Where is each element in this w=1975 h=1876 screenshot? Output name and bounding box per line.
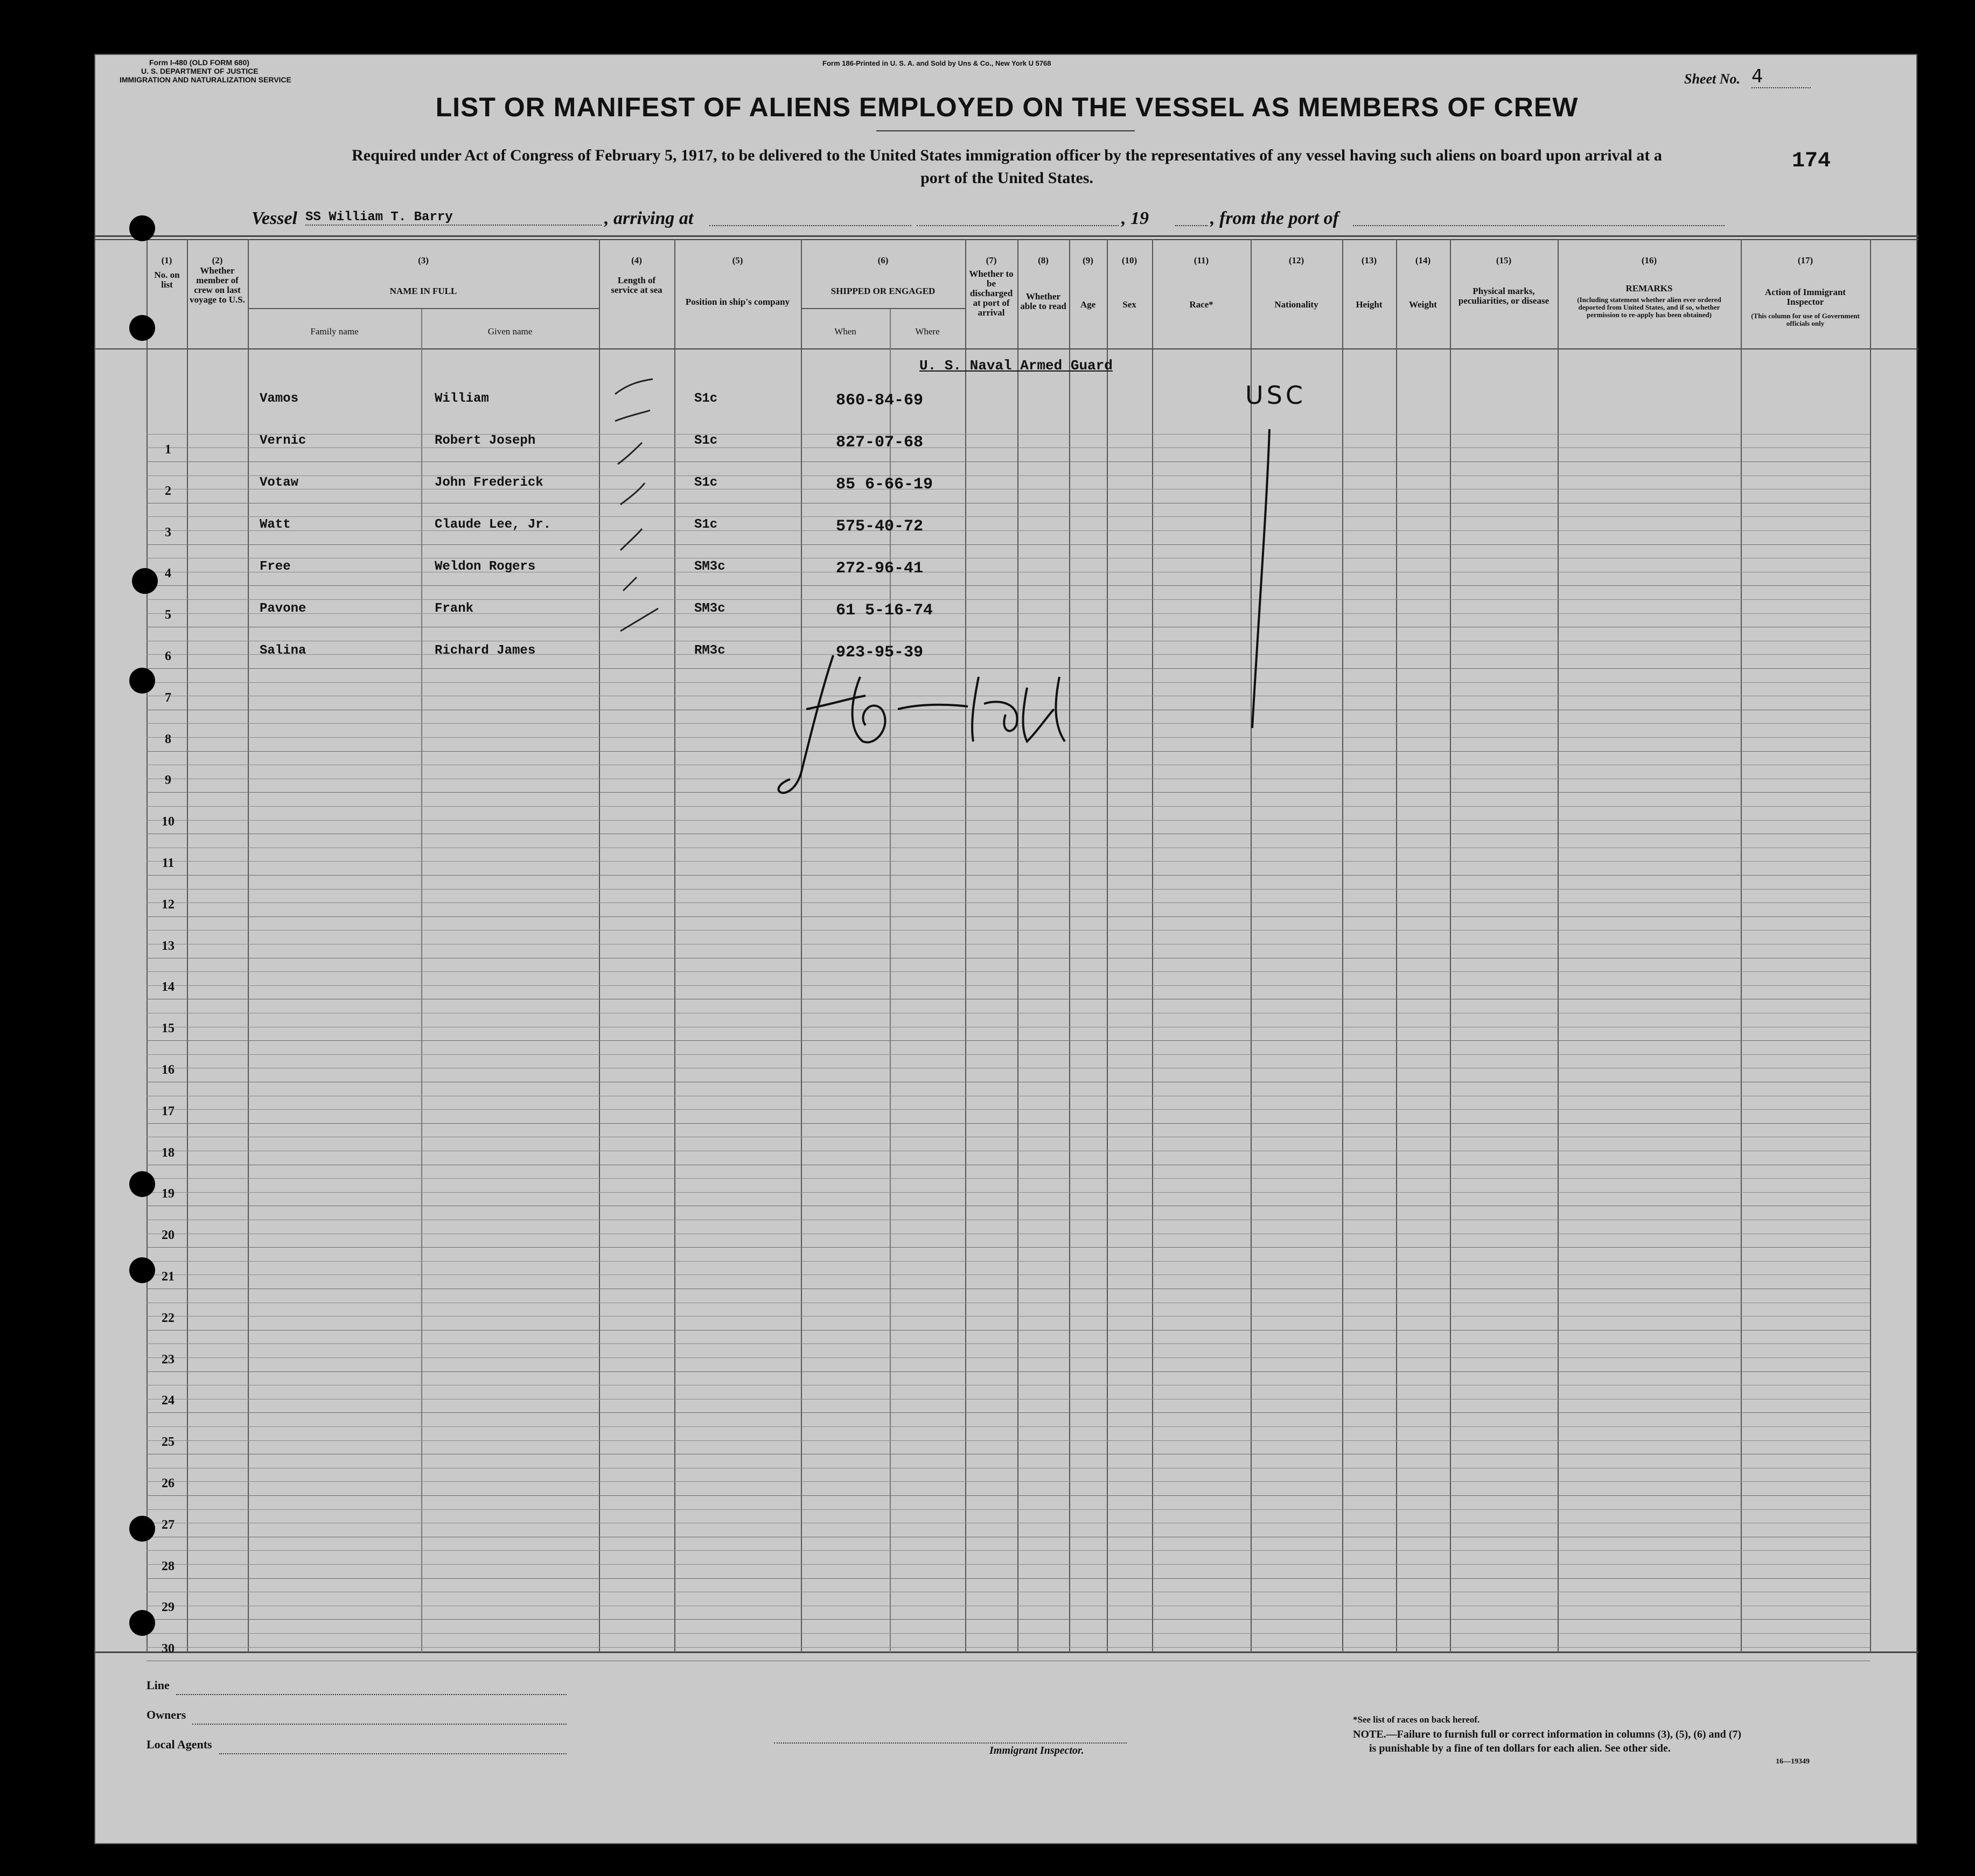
- ruled-line: [146, 1509, 1870, 1510]
- col14-number: (14): [1415, 255, 1431, 265]
- from-port-field: [1353, 216, 1725, 226]
- form-id: Form I-480 (OLD FORM 680): [149, 58, 249, 67]
- row-number: 18: [162, 1145, 175, 1160]
- subtitle-line-1: Required under Act of Congress of February 5, 1917, to be delivered to the United States immigration officer by the representatives of any vessel having such aliens on board upon arrival at a: [352, 146, 1662, 164]
- col8-number: (8): [1038, 255, 1049, 265]
- service-number: 827-07-68: [836, 433, 924, 452]
- row-number: 2: [165, 484, 171, 498]
- printer-line: Form 186-Printed in U. S. A. and Sold by Uns & Co., New York U 5768: [822, 59, 1051, 67]
- ruled-line: [146, 1440, 1870, 1441]
- ruled-line: [146, 1619, 1870, 1620]
- group-header: U. S. Naval Armed Guard: [919, 358, 1113, 374]
- ruled-line: [146, 599, 1870, 600]
- ruled-line: [146, 1633, 1870, 1634]
- row-number: 11: [162, 856, 175, 870]
- ruled-line: [146, 971, 1870, 972]
- ruled-line: [146, 1316, 1870, 1317]
- family-name: Vamos: [260, 391, 299, 406]
- ruled-line: [146, 916, 1870, 917]
- position: S1c: [694, 475, 718, 490]
- ruled-line: [146, 861, 1870, 862]
- service-number: 575-40-72: [836, 517, 924, 536]
- row-number: 21: [162, 1270, 175, 1284]
- ruled-line: [146, 530, 1870, 531]
- col5-number: (5): [732, 255, 743, 265]
- family-name: Vernic: [260, 433, 306, 448]
- signature: [769, 645, 1102, 806]
- year-field: [1175, 216, 1208, 226]
- row-number: 7: [165, 690, 171, 705]
- punch-hole: [132, 568, 158, 594]
- ruled-line: [146, 1550, 1870, 1551]
- row-number: 17: [162, 1104, 175, 1118]
- family-name: Salina: [260, 643, 306, 658]
- ruled-line: [146, 585, 1870, 586]
- punch-hole: [129, 1610, 155, 1636]
- family-name-header: Family name: [310, 326, 359, 337]
- col2-number: (2): [212, 255, 223, 265]
- col-line-3b: [421, 308, 422, 1653]
- service-number: 85 6-66-19: [836, 475, 933, 494]
- row-number: 27: [162, 1517, 175, 1532]
- row-number: 15: [162, 1021, 175, 1036]
- shipped-subheader-line: [801, 308, 965, 309]
- table-top-border-2: [95, 239, 1918, 240]
- vessel-label: Vessel: [252, 208, 297, 228]
- row-number: 28: [162, 1559, 175, 1573]
- row-number: 12: [162, 897, 175, 912]
- race-note: *See list of races on back hereof.: [1353, 1714, 1480, 1725]
- col10-number: (10): [1121, 255, 1137, 265]
- service-tick-marks: [599, 362, 674, 663]
- given-name: William: [435, 391, 489, 406]
- row-number: 20: [162, 1228, 175, 1243]
- punch-hole: [129, 1257, 155, 1283]
- position: S1c: [694, 391, 718, 406]
- page-number: 174: [1792, 149, 1831, 173]
- col7-header: Whether to be discharged at port of arrival: [969, 269, 1014, 318]
- ruled-line: [146, 1040, 1870, 1041]
- col4-header: Length of service at sea: [611, 275, 662, 295]
- col7-number: (7): [986, 255, 997, 265]
- ruled-line: [146, 1647, 1870, 1648]
- position: S1c: [694, 433, 718, 448]
- ruled-line: [146, 475, 1870, 476]
- ruled-line: [146, 1178, 1870, 1179]
- row-number: 30: [162, 1642, 175, 1656]
- row-number: 26: [162, 1476, 175, 1490]
- where-header: Where: [915, 326, 940, 337]
- date-field: [917, 216, 1119, 226]
- row-number: 8: [165, 732, 171, 746]
- col17-subheader: (This column for use of Government officials only: [1751, 312, 1860, 327]
- local-agents-label: Local Agents: [146, 1738, 212, 1751]
- position: RM3c: [694, 643, 725, 658]
- col5-header: Position in ship's company: [685, 297, 790, 307]
- ruled-line: [146, 461, 1870, 462]
- ruled-line: [146, 434, 1870, 435]
- col15-number: (15): [1496, 255, 1512, 265]
- col16-header: REMARKS: [1625, 283, 1673, 293]
- penalty-note-2: is punishable by a fine of ten dollars for each alien. See other side.: [1369, 1742, 1671, 1754]
- row-number: 9: [165, 773, 171, 788]
- sheet-label: Sheet No.: [1684, 71, 1740, 87]
- col15-header: Physical marks, peculiarities, or disease: [1458, 286, 1550, 306]
- col17-header: Action of Immigrant Inspector: [1764, 287, 1846, 307]
- row-number: 22: [162, 1311, 175, 1325]
- service-number: 923-95-39: [836, 643, 924, 662]
- ruled-line: [146, 1261, 1870, 1262]
- given-name: Richard James: [435, 643, 536, 658]
- ruled-line: [146, 1578, 1870, 1579]
- punch-hole: [129, 668, 155, 694]
- given-name: Robert Joseph: [435, 433, 536, 448]
- col13-header: Height: [1356, 299, 1383, 310]
- col-line-18: [1870, 239, 1871, 1653]
- punch-hole: [129, 1516, 155, 1542]
- ruled-line: [146, 447, 1870, 448]
- owners-label: Owners: [146, 1708, 186, 1721]
- col11-header: Race*: [1189, 299, 1213, 310]
- col-line-6b: [890, 308, 891, 1653]
- ruled-line: [146, 1357, 1870, 1358]
- ruled-line: [146, 1123, 1870, 1124]
- name-subheader-line: [248, 308, 599, 309]
- row-number: 19: [162, 1187, 175, 1201]
- row-number: 1: [165, 443, 171, 457]
- col17-number: (17): [1797, 255, 1813, 265]
- arriving-label: , arriving at: [604, 208, 694, 228]
- service-number: 272-96-41: [836, 559, 924, 578]
- inspector-signature-field: [774, 1735, 1127, 1744]
- ruled-line: [146, 1343, 1870, 1344]
- ruled-line: [146, 613, 1870, 614]
- col9-header: Age: [1080, 299, 1096, 310]
- family-name: Votaw: [260, 475, 299, 490]
- ruled-line: [146, 516, 1870, 517]
- punch-hole: [129, 315, 155, 341]
- line-field: [176, 1686, 567, 1695]
- penalty-note: NOTE.—Failure to furnish full or correct information in columns (3), (5), (6) and (7): [1353, 1728, 1742, 1740]
- col3-header: NAME IN FULL: [389, 286, 457, 296]
- given-name: Weldon Rogers: [435, 559, 536, 574]
- service-number: 61 5-16-74: [836, 601, 933, 620]
- row-number: 14: [162, 980, 175, 995]
- row-number: 5: [165, 608, 171, 622]
- vessel-name: SS William T. Barry: [305, 210, 602, 226]
- col8-header: Whether able to read: [1020, 291, 1066, 311]
- col12-header: Nationality: [1274, 299, 1318, 310]
- col6-header: SHIPPED OR ENGAGED: [831, 286, 936, 296]
- from-port-label: , from the port of: [1210, 208, 1339, 228]
- col16-subheader: (Including statement whether alien ever ordered deported from United States, and if so, whether permission to re-apply has been obtained): [1577, 296, 1721, 319]
- family-name: Pavone: [260, 601, 306, 616]
- punch-hole: [129, 1171, 155, 1197]
- nationality-note: USC: [1245, 381, 1306, 410]
- punch-hole: [129, 215, 155, 241]
- col16-number: (16): [1641, 255, 1657, 265]
- position: S1c: [694, 517, 718, 532]
- ruled-line: [146, 875, 1870, 876]
- year-label: , 19: [1121, 208, 1149, 228]
- ditto-stroke: [1248, 426, 1275, 733]
- ruled-line: [146, 889, 1870, 890]
- col4-number: (4): [631, 255, 642, 265]
- family-name: Watt: [260, 517, 291, 532]
- ruled-line: [146, 985, 1870, 986]
- position: SM3c: [694, 559, 725, 574]
- row-number: 13: [162, 939, 175, 953]
- row-number: 4: [165, 566, 171, 581]
- row-number: 3: [165, 525, 171, 540]
- ruled-line: [146, 902, 1870, 903]
- col2-header: Whether member of crew on last voyage to U.S.: [190, 265, 245, 305]
- arriving-field: [709, 216, 911, 226]
- row-number: 23: [162, 1352, 175, 1367]
- row-number: 16: [162, 1063, 175, 1077]
- col11-number: (11): [1194, 255, 1209, 265]
- col1-number: (1): [161, 255, 172, 265]
- form-title: LIST OR MANIFEST OF ALIENS EMPLOYED ON THE VESSEL AS MEMBERS OF CREW: [435, 92, 1579, 122]
- family-name: Free: [260, 559, 291, 574]
- given-name-header: Given name: [487, 326, 533, 337]
- col12-number: (12): [1288, 255, 1304, 265]
- col13-number: (13): [1361, 255, 1377, 265]
- owners-field: [192, 1716, 567, 1725]
- ruled-line: [146, 1495, 1870, 1496]
- given-name: Frank: [435, 601, 474, 616]
- service: IMMIGRATION AND NATURALIZATION SERVICE: [120, 75, 291, 84]
- inspector-label: Immigrant Inspector.: [989, 1745, 1084, 1756]
- ruled-line: [146, 1412, 1870, 1413]
- col3-number: (3): [418, 255, 429, 265]
- table-bottom-border: [95, 1651, 1918, 1653]
- col6-number: (6): [877, 255, 889, 265]
- ruled-line: [146, 1054, 1870, 1055]
- ruled-line: [146, 1426, 1870, 1427]
- ruled-line: [146, 1481, 1870, 1482]
- ruled-line: [146, 1564, 1870, 1565]
- sheet-number: 4: [1751, 66, 1811, 88]
- ruled-line: [146, 806, 1870, 807]
- col9-number: (9): [1083, 255, 1093, 265]
- given-name: John Frederick: [435, 475, 543, 490]
- row-number: 29: [162, 1600, 175, 1615]
- when-header: When: [834, 326, 856, 337]
- manifest-sheet: [94, 54, 1917, 1844]
- row-number: 24: [162, 1394, 175, 1408]
- form-code: 16—19349: [1776, 1758, 1810, 1766]
- row-number: 25: [162, 1435, 175, 1450]
- department: U. S. DEPARTMENT OF JUSTICE: [141, 67, 259, 75]
- ruled-line: [146, 1247, 1870, 1248]
- ruled-line: [146, 1330, 1870, 1331]
- row-number: 6: [165, 649, 171, 663]
- ruled-line: [146, 820, 1870, 821]
- col10-header: Sex: [1122, 299, 1136, 310]
- ruled-line: [146, 1192, 1870, 1193]
- position: SM3c: [694, 601, 725, 616]
- row-number: 10: [162, 815, 175, 829]
- line-label: Line: [146, 1678, 170, 1692]
- ruled-line: [146, 544, 1870, 545]
- ruled-line: [146, 1109, 1870, 1110]
- ruled-line: [146, 1371, 1870, 1372]
- col14-header: Weight: [1409, 299, 1437, 310]
- given-name: Claude Lee, Jr.: [435, 517, 552, 532]
- service-number: 860-84-69: [836, 391, 924, 410]
- header-bottom-border: [95, 348, 1918, 349]
- local-agents-field: [219, 1746, 567, 1754]
- title-underline: [876, 130, 1135, 131]
- subtitle-line-2: port of the United States.: [920, 169, 1093, 187]
- col1-header: No. on list: [154, 270, 180, 290]
- table-top-border: [95, 235, 1918, 237]
